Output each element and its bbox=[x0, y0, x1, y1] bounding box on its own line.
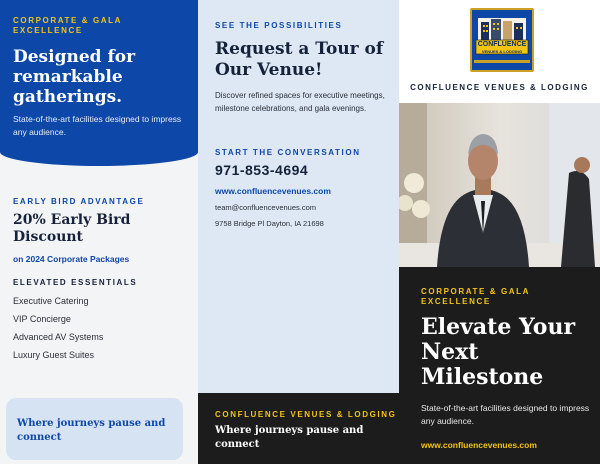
hero-tagline: State-of-the-art facilities designed to impress any audience. bbox=[13, 114, 182, 137]
right-panel bbox=[399, 0, 600, 464]
address: 9758 Bridge Pl Dayton, IA 21698 bbox=[215, 219, 324, 228]
email-link[interactable]: team@confluencevenues.com bbox=[215, 203, 317, 212]
list-item: Executive Catering bbox=[13, 296, 89, 306]
brand-logo bbox=[470, 8, 534, 72]
essentials-list bbox=[13, 295, 103, 367]
logo-wordmark: CONFLUENCE bbox=[477, 41, 527, 48]
building-icon bbox=[472, 10, 532, 70]
footer-eyebrow: CONFLUENCE VENUES & LODGING bbox=[215, 410, 397, 419]
executive-portrait-image bbox=[399, 103, 600, 267]
quote-text: Where journeys pause and connect bbox=[17, 418, 166, 443]
left-panel bbox=[0, 0, 198, 464]
hero-eyebrow: CORPORATE & GALA EXCELLENCE bbox=[13, 16, 122, 35]
milestone-block bbox=[399, 267, 600, 464]
quote-card bbox=[6, 398, 183, 460]
tour-title: Request a Tour of Our Venue! bbox=[215, 39, 384, 80]
list-item: Advanced AV Systems bbox=[13, 332, 104, 342]
website-link[interactable]: www.confluencevenues.com bbox=[215, 186, 331, 196]
logo-subline: VENUES & LODGING bbox=[481, 49, 523, 54]
milestone-tagline: State-of-the-art facilities designed to impress any audience. bbox=[421, 403, 590, 426]
footer-quote: Where journeys pause and connect bbox=[215, 425, 364, 450]
offer-subtitle: on 2024 Corporate Packages bbox=[13, 254, 130, 264]
milestone-eyebrow: CORPORATE & GALA EXCELLENCE bbox=[421, 287, 530, 306]
list-item: Luxury Guest Suites bbox=[13, 350, 95, 360]
contact-eyebrow: START THE CONVERSATION bbox=[215, 148, 361, 157]
essentials-title: ELEVATED ESSENTIALS bbox=[13, 278, 138, 287]
hero-headline: Designed for remarkable gatherings. bbox=[13, 47, 136, 107]
tour-description: Discover refined spaces for executive meetings, milestone celebrations, and gala evenings. bbox=[215, 91, 385, 113]
phone-number[interactable]: 971-853-4694 bbox=[215, 162, 309, 178]
offer-eyebrow: EARLY BIRD ADVANTAGE bbox=[13, 197, 145, 206]
offer-title: 20% Early Bird Discount bbox=[13, 212, 131, 245]
brand-name: CONFLUENCE VENUES & LODGING bbox=[410, 83, 589, 92]
milestone-headline: Elevate Your Next Milestone bbox=[421, 314, 576, 390]
tour-eyebrow: SEE THE POSSIBILITIES bbox=[215, 21, 343, 30]
list-item: VIP Concierge bbox=[13, 314, 71, 324]
hero-banner bbox=[0, 0, 198, 166]
website-link[interactable]: www.confluencevenues.com bbox=[421, 440, 537, 450]
host-photo bbox=[399, 103, 600, 267]
middle-panel bbox=[198, 0, 399, 464]
middle-footer bbox=[198, 393, 399, 464]
